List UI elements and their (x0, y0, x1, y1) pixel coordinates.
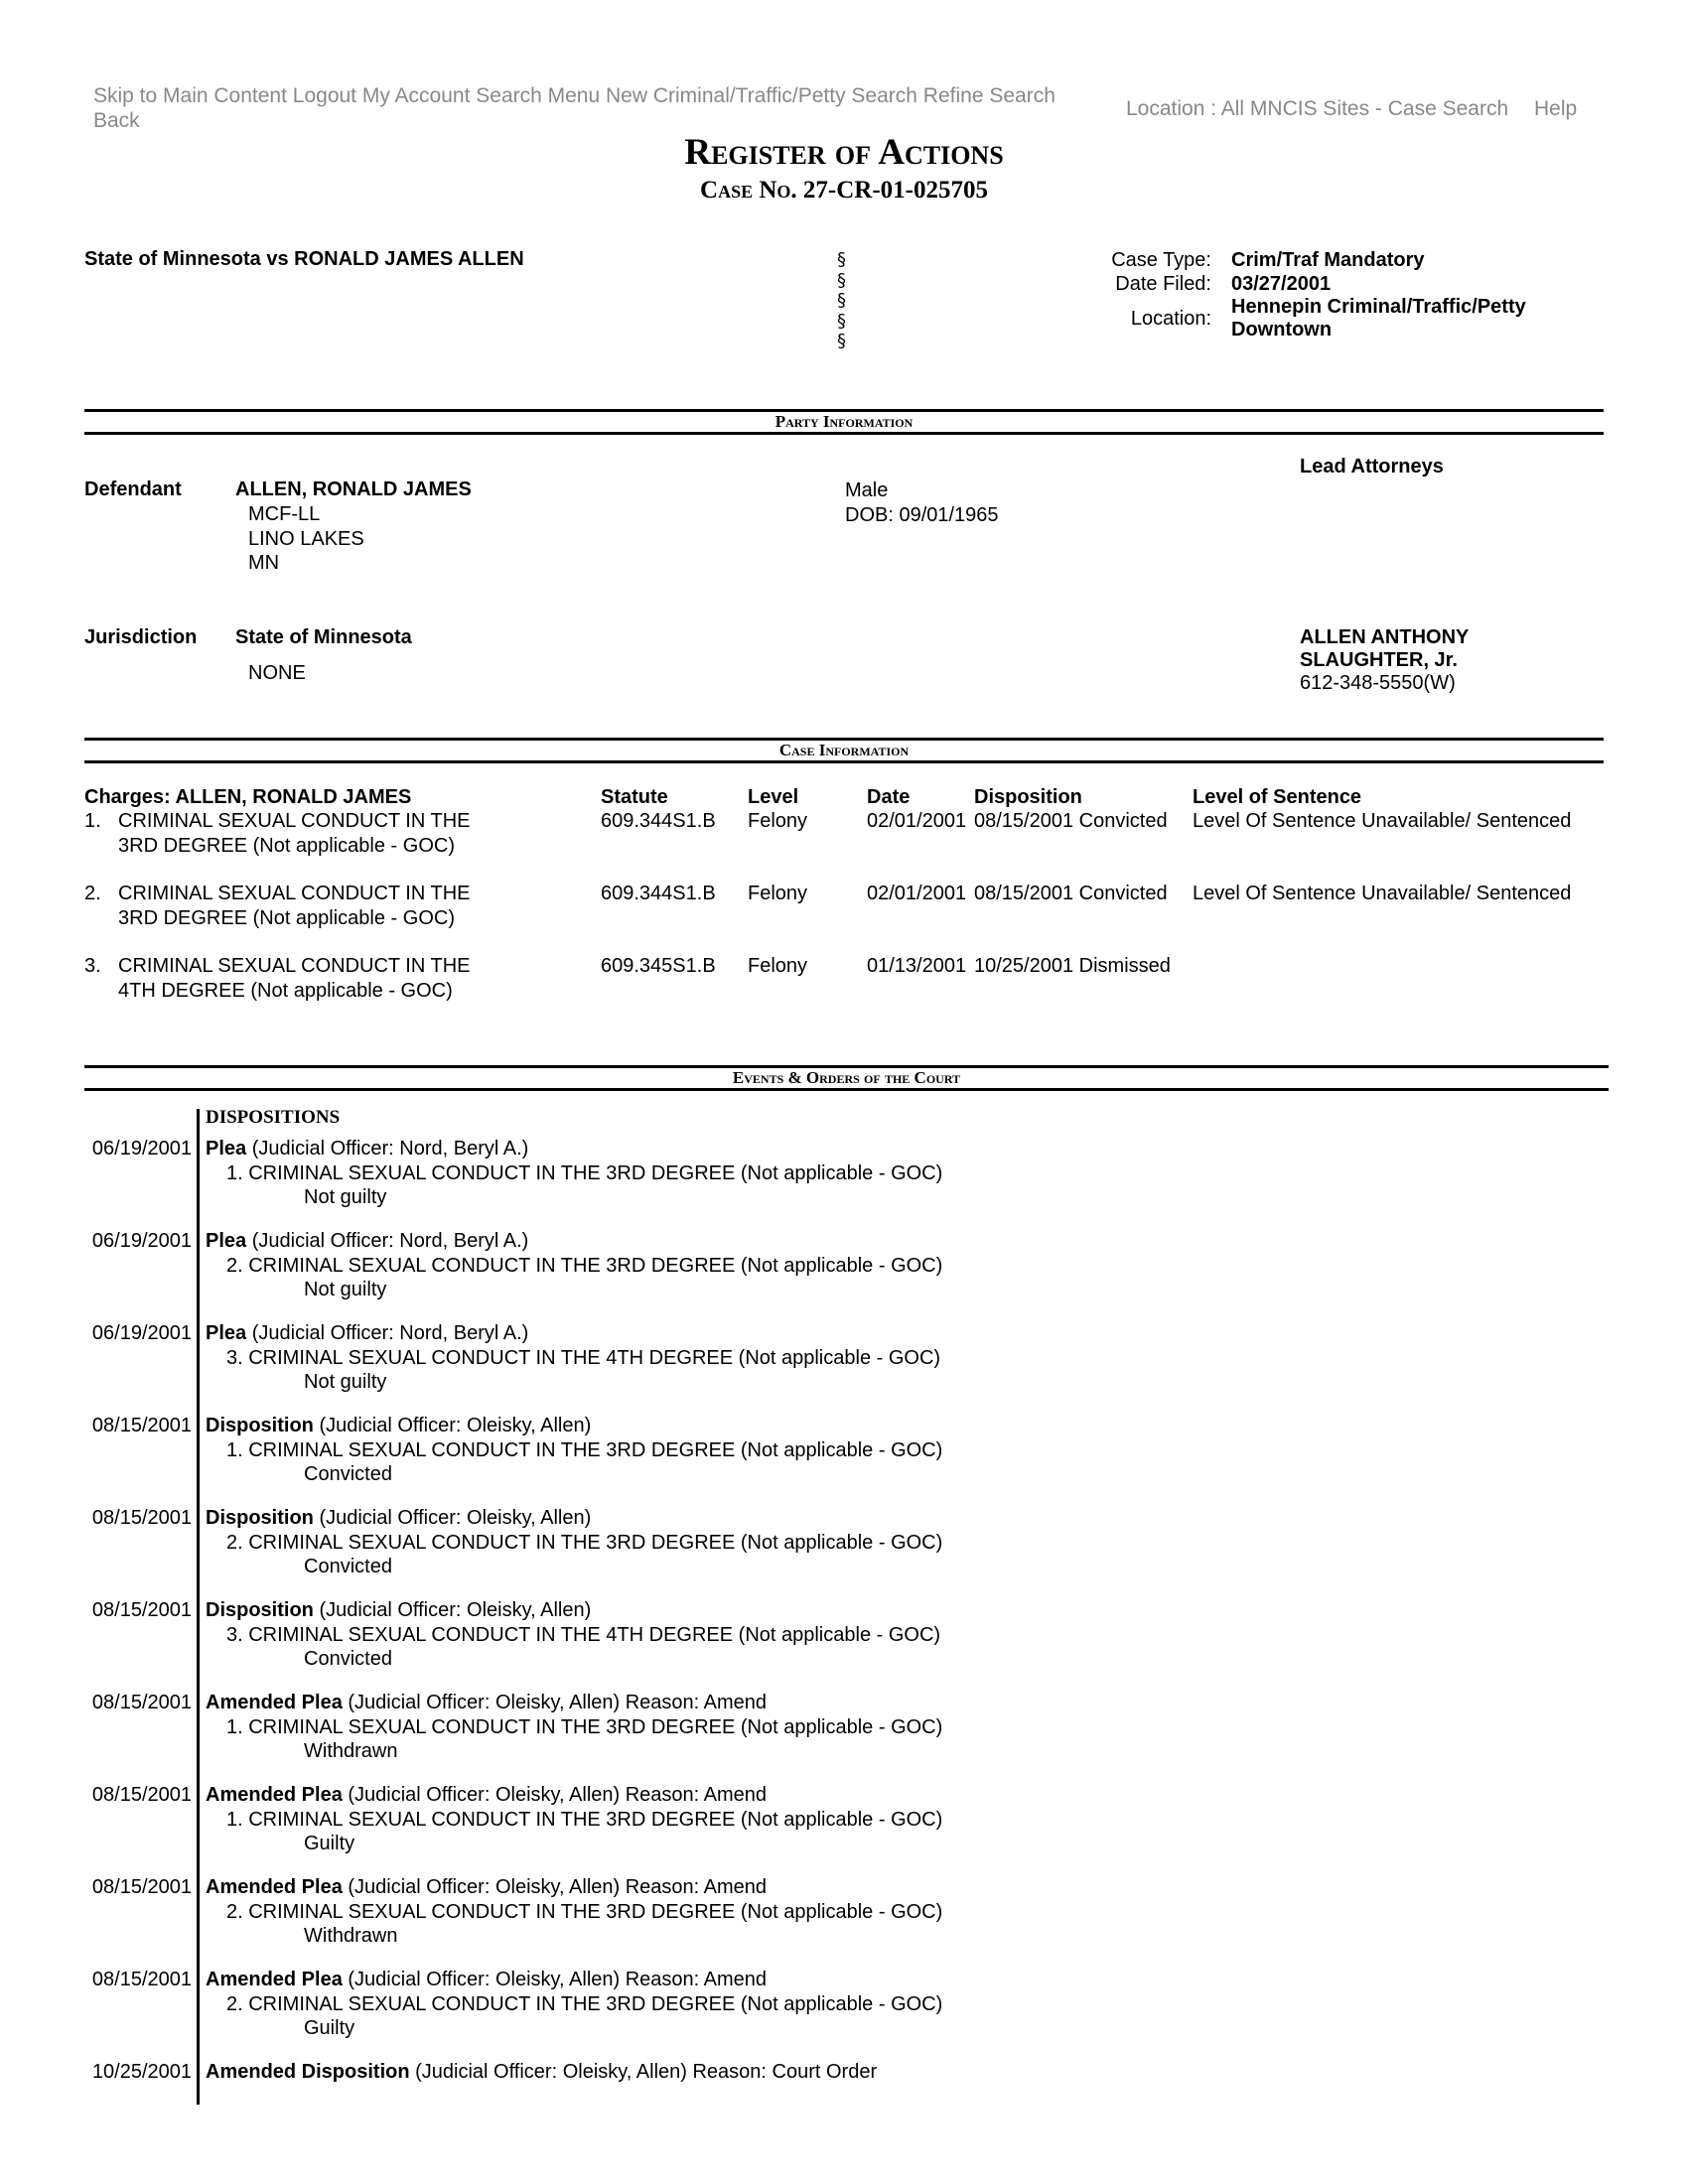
location-label: Location: (1130, 308, 1211, 330)
attorney-name: ALLEN ANTHONY (1300, 626, 1470, 648)
event-charge: 3. CRIMINAL SEXUAL CONDUCT IN THE 4TH DEGREE (Not applicable - GOC) (226, 1346, 941, 1369)
event-result: Convicted (304, 1463, 392, 1485)
event-type: Amended Plea (206, 1969, 343, 1990)
event-type: Amended Plea (206, 1784, 343, 1806)
charge-statute: 609.344S1.B (601, 810, 716, 832)
event-date: 08/15/2001 (91, 1969, 192, 1990)
address-line: LINO LAKES (248, 527, 364, 550)
nav-link-back[interactable]: Back (93, 109, 140, 132)
charge-description (84, 809, 601, 882)
event-charge: 2. CRIMINAL SEXUAL CONDUCT IN THE 3RD DEGREE (Not applicable - GOC) (226, 1992, 943, 2015)
defendant-name: ALLEN, RONALD JAMES (235, 478, 472, 500)
charge-sentence: Level Of Sentence Unavailable/ Sentenced (1193, 883, 1572, 904)
case-number: Case No. 27-CR-01-025705 (700, 177, 988, 204)
event-result: Not guilty (304, 1186, 387, 1208)
nav-link-new-search[interactable]: New Criminal/Traffic/Petty Search (606, 84, 917, 107)
event-result: Withdrawn (304, 1740, 398, 1762)
event-detail: (Judicial Officer: Oleisky, Allen) Reason: Amend (342, 1969, 768, 1990)
event-detail: (Judicial Officer: Oleisky, Allen) (313, 1599, 592, 1621)
section-symbol: § (837, 249, 846, 270)
attorney-phone: 612-348-5550(W) (1300, 672, 1456, 694)
col-level: Level (748, 786, 799, 808)
address-line: NONE (248, 662, 306, 684)
nav-link-skip-to-main[interactable]: Skip to Main Content (93, 84, 287, 107)
event-date: 06/19/2001 (91, 1230, 192, 1252)
event-date: 08/15/2001 (91, 1876, 192, 1898)
event-result: Convicted (304, 1648, 392, 1670)
charge-level: Felony (748, 810, 808, 832)
charge-statute: 609.345S1.B (601, 955, 716, 977)
jurisdiction-role: Jurisdiction (84, 626, 198, 648)
section-symbol: § (837, 269, 846, 291)
event-detail: (Judicial Officer: Oleisky, Allen) Reason: Amend (342, 1876, 768, 1898)
event-charge: 2. CRIMINAL SEXUAL CONDUCT IN THE 3RD DEGREE (Not applicable - GOC) (226, 1254, 943, 1277)
event-type: Amended Disposition (206, 2061, 410, 2083)
charge-description (84, 954, 601, 1026)
event-charge: 3. CRIMINAL SEXUAL CONDUCT IN THE 4TH DEGREE (Not applicable - GOC) (226, 1623, 941, 1646)
charge-disposition: 08/15/2001 Convicted (974, 810, 1168, 832)
charge-date: 02/01/2001 (867, 883, 967, 904)
charges-heading: Charges: ALLEN, RONALD JAMES (84, 786, 412, 808)
charge-sentence: Level Of Sentence Unavailable/ Sentenced (1193, 810, 1572, 832)
event-detail: (Judicial Officer: Oleisky, Allen) (313, 1415, 592, 1436)
event-type: Plea (206, 1138, 247, 1160)
defendant-address (248, 502, 364, 576)
event-date: 10/25/2001 (91, 2061, 192, 2083)
event-result: Not guilty (304, 1371, 387, 1393)
event-result: Not guilty (304, 1279, 387, 1300)
address-line: MCF-LL (248, 503, 321, 525)
section-header-party: Party Information (84, 409, 1604, 435)
address-line: MN (248, 552, 280, 574)
charge-text: CRIMINAL SEXUAL CONDUCT IN THE 3RD DEGREE (Not applicable - GOC) (118, 883, 471, 929)
defendant-gender: Male (845, 479, 889, 501)
charge-number: 1. (84, 810, 101, 832)
section-symbol: § (837, 331, 846, 351)
event-date: 06/19/2001 (91, 1138, 192, 1160)
event-detail: (Judicial Officer: Oleisky, Allen) Reason: Amend (342, 1692, 768, 1713)
charge-level: Felony (748, 955, 808, 977)
event-charge: 2. CRIMINAL SEXUAL CONDUCT IN THE 3RD DEGREE (Not applicable - GOC) (226, 1531, 943, 1554)
charge-number: 2. (84, 883, 101, 904)
defendant-role: Defendant (84, 478, 182, 500)
lead-attorney (1300, 626, 1469, 695)
case-type-label: Case Type: (1111, 249, 1211, 271)
charges-table (84, 785, 1614, 1026)
location-text: Location : All MNCIS Sites - Case Search (1126, 97, 1509, 120)
event-date: 08/15/2001 (91, 1692, 192, 1713)
col-disposition: Disposition (974, 786, 1082, 808)
help-link[interactable]: Help (1534, 97, 1578, 120)
location-value (1231, 296, 1526, 341)
charge-text: CRIMINAL SEXUAL CONDUCT IN THE 4TH DEGREE (Not applicable - GOC) (118, 955, 471, 1002)
event-type: Plea (206, 1322, 247, 1344)
event-charge: 1. CRIMINAL SEXUAL CONDUCT IN THE 3RD DEGREE (Not applicable - GOC) (226, 1161, 943, 1184)
col-statute: Statute (601, 786, 668, 808)
event-type: Amended Plea (206, 1692, 343, 1713)
case-type-value: Crim/Traf Mandatory (1231, 248, 1425, 271)
event-date: 08/15/2001 (91, 1784, 192, 1806)
page-title: Register of Actions (684, 132, 1004, 173)
event-detail: (Judicial Officer: Nord, Beryl A.) (246, 1138, 529, 1160)
date-filed-label: Date Filed: (1115, 273, 1211, 295)
charge-disposition: 10/25/2001 Dismissed (974, 955, 1171, 977)
charge-disposition: 08/15/2001 Convicted (974, 883, 1168, 904)
section-symbol: § (837, 310, 846, 332)
nav-link-refine-search[interactable]: Refine Search (922, 84, 1055, 107)
events-heading: DISPOSITIONS (206, 1107, 341, 1128)
event-charge: 1. CRIMINAL SEXUAL CONDUCT IN THE 3RD DEGREE (Not applicable - GOC) (226, 1808, 943, 1831)
col-date: Date (867, 786, 911, 808)
jurisdiction-name: State of Minnesota (235, 626, 412, 648)
charge-row (84, 882, 1614, 954)
event-detail: (Judicial Officer: Oleisky, Allen) (313, 1507, 592, 1529)
event-date: 08/15/2001 (91, 1415, 192, 1436)
location-line: Hennepin Criminal/Traffic/Petty (1231, 296, 1526, 318)
event-detail: (Judicial Officer: Nord, Beryl A.) (246, 1322, 529, 1344)
charge-date: 02/01/2001 (867, 810, 967, 832)
event-date: 06/19/2001 (91, 1322, 192, 1344)
event-detail: (Judicial Officer: Nord, Beryl A.) (246, 1230, 529, 1252)
event-result: Guilty (304, 2017, 355, 2039)
case-style: State of Minnesota vs RONALD JAMES ALLEN (84, 248, 524, 270)
event-result: Withdrawn (304, 1925, 398, 1947)
top-nav-right (1126, 96, 1577, 121)
event-result: Convicted (304, 1556, 392, 1577)
charge-level: Felony (748, 883, 808, 904)
event-detail: (Judicial Officer: Oleisky, Allen) Reason: Court Order (409, 2061, 878, 2083)
nav-link-search-menu[interactable]: Search Menu (476, 84, 601, 107)
case-meta (1072, 248, 1526, 341)
section-symbols (837, 250, 857, 352)
defendant-dob: DOB: 09/01/1965 (845, 503, 999, 526)
top-nav (93, 83, 1096, 133)
nav-link-my-account[interactable]: My Account (361, 84, 471, 107)
section-symbol: § (837, 290, 846, 311)
attorney-name: SLAUGHTER, Jr. (1300, 649, 1458, 671)
charge-row (84, 954, 1614, 1026)
events-divider (197, 1109, 200, 2105)
lead-attorneys-label: Lead Attorneys (1300, 456, 1444, 478)
event-type: Plea (206, 1230, 247, 1252)
event-charge: 1. CRIMINAL SEXUAL CONDUCT IN THE 3RD DEGREE (Not applicable - GOC) (226, 1715, 943, 1738)
col-level-of-sentence: Level of Sentence (1193, 786, 1362, 808)
event-result: Guilty (304, 1833, 355, 1854)
charge-description (84, 882, 601, 954)
event-detail: (Judicial Officer: Oleisky, Allen) Reason: Amend (342, 1784, 768, 1806)
charge-date: 01/13/2001 (867, 955, 967, 977)
jurisdiction-address (248, 661, 306, 686)
event-date: 08/15/2001 (91, 1507, 192, 1529)
event-type: Amended Plea (206, 1876, 343, 1898)
date-filed-value: 03/27/2001 (1231, 272, 1332, 295)
charge-statute: 609.344S1.B (601, 883, 716, 904)
section-header-case: Case Information (84, 738, 1604, 763)
charges-header-row (84, 785, 1614, 809)
event-date: 08/15/2001 (91, 1599, 192, 1621)
event-charge: 2. CRIMINAL SEXUAL CONDUCT IN THE 3RD DEGREE (Not applicable - GOC) (226, 1900, 943, 1923)
event-type: Disposition (206, 1507, 314, 1529)
nav-link-logout[interactable]: Logout (292, 84, 357, 107)
charge-sentence (1193, 954, 1614, 1026)
defendant-details (845, 478, 999, 527)
charge-text: CRIMINAL SEXUAL CONDUCT IN THE 3RD DEGREE (Not applicable - GOC) (118, 810, 471, 857)
location-line: Downtown (1231, 319, 1333, 341)
event-charge: 1. CRIMINAL SEXUAL CONDUCT IN THE 3RD DEGREE (Not applicable - GOC) (226, 1438, 943, 1461)
charge-row (84, 809, 1614, 882)
event-type: Disposition (206, 1415, 314, 1436)
section-header-events: Events & Orders of the Court (84, 1065, 1609, 1091)
charge-number: 3. (84, 955, 101, 977)
event-type: Disposition (206, 1599, 314, 1621)
